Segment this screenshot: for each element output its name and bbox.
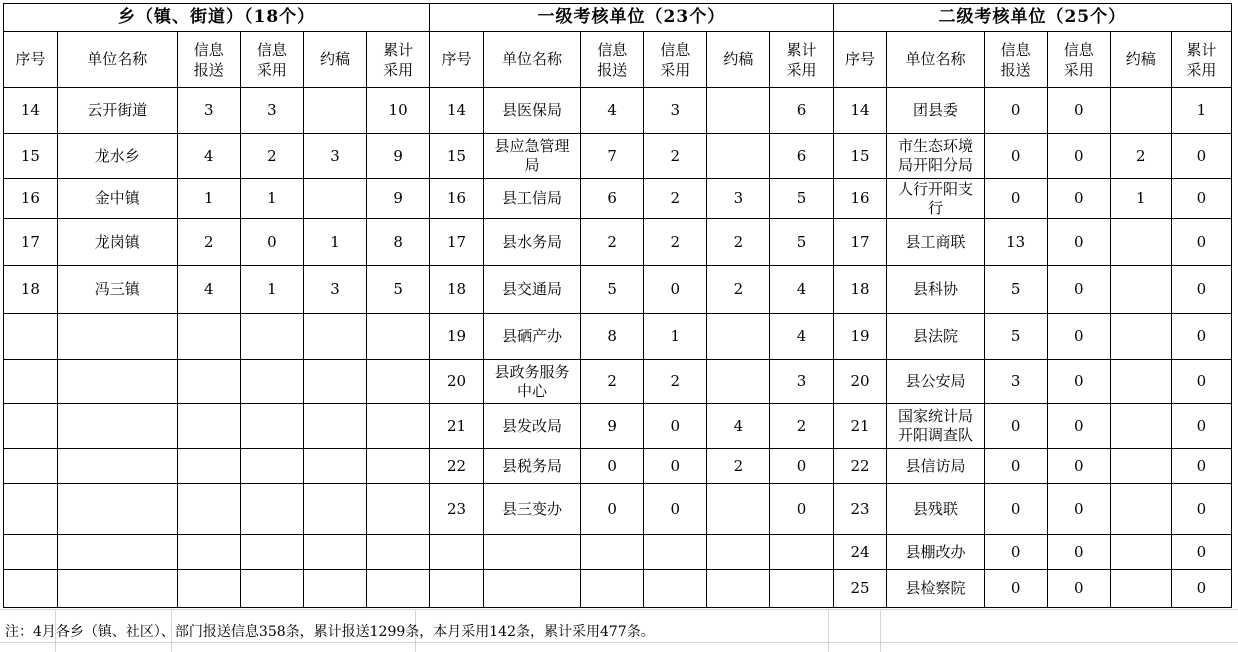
level2-draft-cell — [1110, 314, 1171, 360]
level2-seq-cell: 17 — [833, 219, 887, 266]
level2-report-cell: 0 — [984, 570, 1047, 608]
town-seq-cell — [4, 535, 58, 570]
level1-unit-cell: 县交通局 — [483, 266, 580, 314]
level2-unit-cell: 县残联 — [887, 484, 984, 535]
town-draft-cell — [303, 88, 366, 134]
level2-total-cell: 0 — [1171, 404, 1231, 449]
level1-adopt-cell: 0 — [644, 449, 707, 484]
level1-draft-cell — [707, 484, 770, 535]
town-total-cell — [367, 449, 430, 484]
level2-adopt-cell: 0 — [1047, 134, 1110, 179]
town-total-cell: 5 — [367, 266, 430, 314]
town-total-cell: 8 — [367, 219, 430, 266]
level1-seq-cell — [430, 535, 484, 570]
town-seq-cell: 14 — [4, 88, 58, 134]
town-adopt-cell: 1 — [240, 179, 303, 219]
town-adopt-cell: 0 — [240, 219, 303, 266]
level2-draft-cell — [1110, 219, 1171, 266]
town-unit-cell — [57, 484, 177, 535]
level2-unit-cell: 县法院 — [887, 314, 984, 360]
town-seq-cell — [4, 360, 58, 404]
town-seq-cell — [4, 570, 58, 608]
town-total-cell — [367, 535, 430, 570]
level1-total-cell: 3 — [770, 360, 833, 404]
column-header-seq: 序号 — [430, 32, 484, 88]
level1-adopt-cell: 1 — [644, 314, 707, 360]
table-row — [4, 360, 1232, 404]
level1-adopt-cell: 2 — [644, 219, 707, 266]
level1-seq-cell: 19 — [430, 314, 484, 360]
level1-unit-cell: 县工信局 — [483, 179, 580, 219]
summary-note: 注：4月各乡（镇、社区）、部门报送信息358条，累计报送1299条，本月采用142条，累计采用477条。 — [5, 624, 655, 640]
level2-draft-cell — [1110, 535, 1171, 570]
level1-adopt-cell: 3 — [644, 88, 707, 134]
level1-adopt-cell: 0 — [644, 484, 707, 535]
group-header-row — [4, 4, 1232, 32]
level2-total-cell: 0 — [1171, 484, 1231, 535]
level2-draft-cell — [1110, 88, 1171, 134]
level1-draft-cell — [707, 570, 770, 608]
level2-unit-cell: 县棚改办 — [887, 535, 984, 570]
level2-draft-cell — [1110, 570, 1171, 608]
town-draft-cell — [303, 449, 366, 484]
level1-unit-cell: 县发改局 — [483, 404, 580, 449]
column-header-total: 累计采用 — [770, 32, 833, 88]
town-total-cell — [367, 570, 430, 608]
town-total-cell: 10 — [367, 88, 430, 134]
level2-seq-cell: 15 — [833, 134, 887, 179]
level1-total-cell: 4 — [770, 314, 833, 360]
town-unit-cell: 龙岗镇 — [57, 219, 177, 266]
level1-report-cell: 8 — [581, 314, 644, 360]
level1-draft-cell — [707, 88, 770, 134]
level1-seq-cell: 21 — [430, 404, 484, 449]
level1-draft-cell — [707, 535, 770, 570]
town-report-cell: 1 — [177, 179, 240, 219]
town-seq-cell: 17 — [4, 219, 58, 266]
column-header-report: 信息报送 — [177, 32, 240, 88]
level1-report-cell: 7 — [581, 134, 644, 179]
level2-draft-cell — [1110, 484, 1171, 535]
level1-report-cell: 5 — [581, 266, 644, 314]
level2-adopt-cell: 0 — [1047, 449, 1110, 484]
level2-total-cell: 0 — [1171, 360, 1231, 404]
level2-seq-cell: 14 — [833, 88, 887, 134]
town-report-cell — [177, 404, 240, 449]
group-title-level1: 一级考核单位（23个） — [430, 4, 833, 32]
town-total-cell — [367, 314, 430, 360]
town-adopt-cell: 1 — [240, 266, 303, 314]
level1-draft-cell: 3 — [707, 179, 770, 219]
level2-total-cell: 1 — [1171, 88, 1231, 134]
column-header-unit: 单位名称 — [57, 32, 177, 88]
column-header-adopt: 信息采用 — [240, 32, 303, 88]
level1-draft-cell: 2 — [707, 219, 770, 266]
level2-unit-cell: 国家统计局开阳调查队 — [887, 404, 984, 449]
level1-report-cell: 0 — [581, 449, 644, 484]
level1-adopt-cell: 0 — [644, 266, 707, 314]
level2-total-cell: 0 — [1171, 535, 1231, 570]
table-row — [4, 134, 1232, 179]
level1-total-cell — [770, 535, 833, 570]
column-header-total: 累计采用 — [1171, 32, 1231, 88]
table-row — [4, 314, 1232, 360]
column-header-report: 信息报送 — [984, 32, 1047, 88]
town-report-cell — [177, 314, 240, 360]
level1-report-cell — [581, 570, 644, 608]
level2-report-cell: 0 — [984, 134, 1047, 179]
town-report-cell — [177, 360, 240, 404]
column-header-unit: 单位名称 — [483, 32, 580, 88]
town-adopt-cell: 3 — [240, 88, 303, 134]
level1-report-cell: 0 — [581, 484, 644, 535]
level1-draft-cell — [707, 134, 770, 179]
level2-draft-cell: 1 — [1110, 179, 1171, 219]
town-unit-cell — [57, 449, 177, 484]
town-draft-cell — [303, 570, 366, 608]
table-row — [4, 484, 1232, 535]
level1-total-cell: 6 — [770, 134, 833, 179]
level1-seq-cell: 20 — [430, 360, 484, 404]
column-header-seq: 序号 — [833, 32, 887, 88]
level2-report-cell: 13 — [984, 219, 1047, 266]
level2-report-cell: 5 — [984, 266, 1047, 314]
level1-adopt-cell: 2 — [644, 134, 707, 179]
level2-seq-cell: 24 — [833, 535, 887, 570]
level2-draft-cell — [1110, 449, 1171, 484]
level1-unit-cell: 县三变办 — [483, 484, 580, 535]
level2-unit-cell: 团县委 — [887, 88, 984, 134]
table-row — [4, 88, 1232, 134]
level2-adopt-cell: 0 — [1047, 484, 1110, 535]
level2-adopt-cell: 0 — [1047, 219, 1110, 266]
column-header-draft: 约稿 — [707, 32, 770, 88]
level1-seq-cell: 23 — [430, 484, 484, 535]
level1-adopt-cell — [644, 570, 707, 608]
level2-total-cell: 0 — [1171, 266, 1231, 314]
level1-seq-cell: 22 — [430, 449, 484, 484]
town-seq-cell — [4, 484, 58, 535]
level2-draft-cell — [1110, 404, 1171, 449]
column-header-adopt: 信息采用 — [644, 32, 707, 88]
level2-unit-cell: 县科协 — [887, 266, 984, 314]
town-adopt-cell: 2 — [240, 134, 303, 179]
town-seq-cell — [4, 449, 58, 484]
level1-unit-cell: 县水务局 — [483, 219, 580, 266]
level2-unit-cell: 县信访局 — [887, 449, 984, 484]
level1-seq-cell: 16 — [430, 179, 484, 219]
town-draft-cell: 1 — [303, 219, 366, 266]
level1-draft-cell: 2 — [707, 266, 770, 314]
level2-unit-cell: 县工商联 — [887, 219, 984, 266]
town-adopt-cell — [240, 535, 303, 570]
town-seq-cell — [4, 404, 58, 449]
level2-total-cell: 0 — [1171, 314, 1231, 360]
level2-unit-cell: 人行开阳支行 — [887, 179, 984, 219]
level1-report-cell: 6 — [581, 179, 644, 219]
level2-seq-cell: 18 — [833, 266, 887, 314]
town-total-cell — [367, 404, 430, 449]
level2-report-cell: 0 — [984, 535, 1047, 570]
level2-seq-cell: 23 — [833, 484, 887, 535]
group-title-town: 乡（镇、街道）（18个） — [4, 4, 430, 32]
level2-draft-cell — [1110, 266, 1171, 314]
town-report-cell: 4 — [177, 266, 240, 314]
town-draft-cell — [303, 484, 366, 535]
level1-total-cell: 5 — [770, 179, 833, 219]
town-draft-cell — [303, 404, 366, 449]
level1-unit-cell: 县税务局 — [483, 449, 580, 484]
level2-seq-cell: 16 — [833, 179, 887, 219]
level2-total-cell: 0 — [1171, 449, 1231, 484]
table-row — [4, 535, 1232, 570]
town-total-cell — [367, 360, 430, 404]
town-seq-cell: 15 — [4, 134, 58, 179]
level2-total-cell: 0 — [1171, 179, 1231, 219]
level1-total-cell — [770, 570, 833, 608]
town-report-cell: 4 — [177, 134, 240, 179]
level1-seq-cell: 17 — [430, 219, 484, 266]
town-unit-cell — [57, 535, 177, 570]
level1-seq-cell: 15 — [430, 134, 484, 179]
level2-report-cell: 0 — [984, 88, 1047, 134]
level1-draft-cell — [707, 360, 770, 404]
town-seq-cell: 16 — [4, 179, 58, 219]
table-row — [4, 179, 1232, 219]
level2-report-cell: 5 — [984, 314, 1047, 360]
town-seq-cell — [4, 314, 58, 360]
level2-report-cell: 0 — [984, 484, 1047, 535]
town-unit-cell — [57, 314, 177, 360]
level2-adopt-cell: 0 — [1047, 535, 1110, 570]
level2-adopt-cell: 0 — [1047, 314, 1110, 360]
town-report-cell — [177, 449, 240, 484]
level2-seq-cell: 22 — [833, 449, 887, 484]
table-row — [4, 266, 1232, 314]
town-unit-cell: 云开街道 — [57, 88, 177, 134]
level2-report-cell: 3 — [984, 360, 1047, 404]
town-draft-cell — [303, 314, 366, 360]
level1-adopt-cell: 2 — [644, 360, 707, 404]
town-draft-cell: 3 — [303, 266, 366, 314]
level1-total-cell: 6 — [770, 88, 833, 134]
level2-adopt-cell: 0 — [1047, 179, 1110, 219]
level1-adopt-cell: 0 — [644, 404, 707, 449]
table-row — [4, 570, 1232, 608]
level1-unit-cell — [483, 535, 580, 570]
town-report-cell: 2 — [177, 219, 240, 266]
level2-seq-cell: 25 — [833, 570, 887, 608]
level1-adopt-cell — [644, 535, 707, 570]
level1-total-cell: 0 — [770, 449, 833, 484]
level2-report-cell: 0 — [984, 179, 1047, 219]
level1-total-cell: 2 — [770, 404, 833, 449]
town-report-cell: 3 — [177, 88, 240, 134]
level1-report-cell: 2 — [581, 219, 644, 266]
town-adopt-cell — [240, 314, 303, 360]
town-total-cell: 9 — [367, 134, 430, 179]
town-total-cell — [367, 484, 430, 535]
info-table — [3, 3, 1232, 608]
gridline — [828, 609, 829, 652]
table-row — [4, 219, 1232, 266]
level2-seq-cell: 19 — [833, 314, 887, 360]
level2-seq-cell: 20 — [833, 360, 887, 404]
column-header-adopt: 信息采用 — [1047, 32, 1110, 88]
town-report-cell — [177, 570, 240, 608]
town-draft-cell — [303, 179, 366, 219]
level1-seq-cell: 18 — [430, 266, 484, 314]
column-header-unit: 单位名称 — [887, 32, 984, 88]
level1-report-cell — [581, 535, 644, 570]
gridline — [0, 642, 1238, 643]
column-header-draft: 约稿 — [303, 32, 366, 88]
level1-seq-cell — [430, 570, 484, 608]
level2-adopt-cell: 0 — [1047, 360, 1110, 404]
town-total-cell: 9 — [367, 179, 430, 219]
level2-draft-cell: 2 — [1110, 134, 1171, 179]
level2-seq-cell: 21 — [833, 404, 887, 449]
level2-total-cell: 0 — [1171, 219, 1231, 266]
town-adopt-cell — [240, 484, 303, 535]
level2-unit-cell: 县检察院 — [887, 570, 984, 608]
group-title-level2: 二级考核单位（25个） — [833, 4, 1231, 32]
level1-report-cell: 4 — [581, 88, 644, 134]
level1-adopt-cell: 2 — [644, 179, 707, 219]
town-report-cell — [177, 484, 240, 535]
level1-draft-cell: 2 — [707, 449, 770, 484]
gridline — [880, 609, 881, 652]
town-draft-cell — [303, 535, 366, 570]
level1-report-cell: 2 — [581, 360, 644, 404]
level2-adopt-cell: 0 — [1047, 404, 1110, 449]
town-draft-cell — [303, 360, 366, 404]
level2-unit-cell: 县公安局 — [887, 360, 984, 404]
level1-unit-cell: 县医保局 — [483, 88, 580, 134]
level2-total-cell: 0 — [1171, 570, 1231, 608]
level2-report-cell: 0 — [984, 449, 1047, 484]
town-unit-cell — [57, 404, 177, 449]
town-seq-cell: 18 — [4, 266, 58, 314]
level1-unit-cell — [483, 570, 580, 608]
level1-total-cell: 0 — [770, 484, 833, 535]
level2-adopt-cell: 0 — [1047, 266, 1110, 314]
level1-report-cell: 9 — [581, 404, 644, 449]
level2-unit-cell: 市生态环境局开阳分局 — [887, 134, 984, 179]
level1-total-cell: 5 — [770, 219, 833, 266]
town-unit-cell: 金中镇 — [57, 179, 177, 219]
town-adopt-cell — [240, 570, 303, 608]
level1-total-cell: 4 — [770, 266, 833, 314]
level2-total-cell: 0 — [1171, 134, 1231, 179]
level1-seq-cell: 14 — [430, 88, 484, 134]
level1-draft-cell: 4 — [707, 404, 770, 449]
column-header-seq: 序号 — [4, 32, 58, 88]
town-unit-cell — [57, 360, 177, 404]
town-draft-cell: 3 — [303, 134, 366, 179]
town-unit-cell: 冯三镇 — [57, 266, 177, 314]
column-header-total: 累计采用 — [367, 32, 430, 88]
column-header-draft: 约稿 — [1110, 32, 1171, 88]
level1-unit-cell: 县政务服务中心 — [483, 360, 580, 404]
town-report-cell — [177, 535, 240, 570]
table-row — [4, 449, 1232, 484]
gridline — [0, 609, 1238, 610]
level2-adopt-cell: 0 — [1047, 88, 1110, 134]
level1-unit-cell: 县应急管理局 — [483, 134, 580, 179]
level2-report-cell: 0 — [984, 404, 1047, 449]
town-adopt-cell — [240, 360, 303, 404]
town-unit-cell — [57, 570, 177, 608]
town-adopt-cell — [240, 449, 303, 484]
level1-unit-cell: 县硒产办 — [483, 314, 580, 360]
column-header-report: 信息报送 — [581, 32, 644, 88]
level2-adopt-cell: 0 — [1047, 570, 1110, 608]
town-adopt-cell — [240, 404, 303, 449]
column-header-row — [4, 32, 1232, 88]
town-unit-cell: 龙水乡 — [57, 134, 177, 179]
table-row — [4, 404, 1232, 449]
level2-draft-cell — [1110, 360, 1171, 404]
level1-draft-cell — [707, 314, 770, 360]
